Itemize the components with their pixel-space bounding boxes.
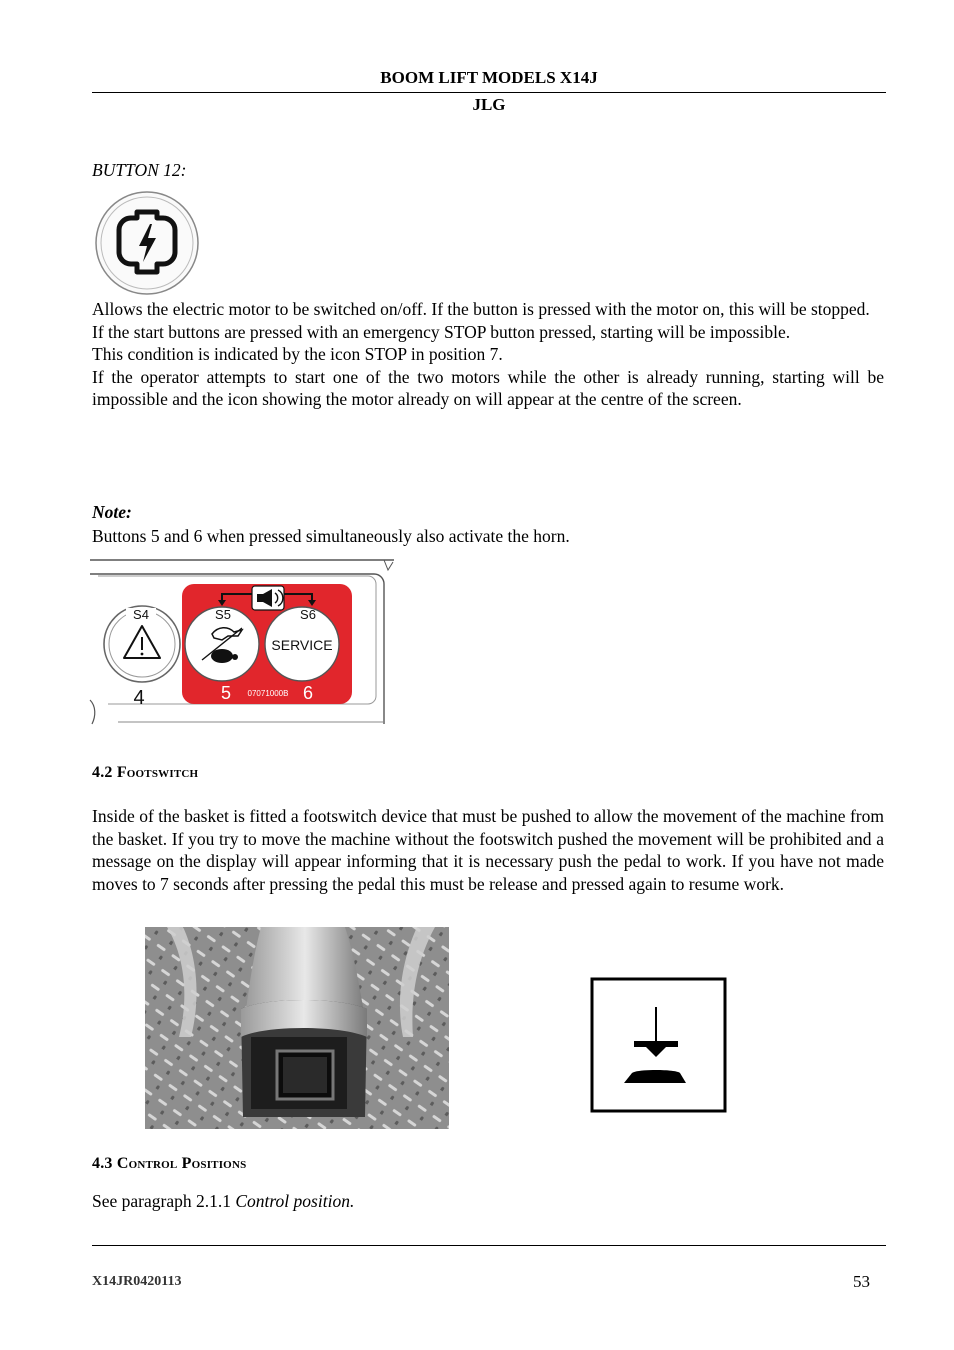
electric-motor-icon: [92, 190, 202, 298]
note-label: Note:: [92, 502, 132, 522]
button12-paragraph: If the operator attempts to start one of the two motors while the other is already running, starting will be impossible and the icon showing the motor already on will appear at the centre of the screen.: [92, 366, 884, 410]
control-positions-text: [92, 1191, 354, 1212]
note-text: Buttons 5 and 6 when pressed simultaneously also activate the horn.: [92, 526, 570, 546]
button12-paragraph: If the start buttons are pressed with an emergency STOP button pressed, starting will be impossible.: [92, 321, 791, 342]
page-number: 53: [853, 1272, 870, 1291]
footswitch-photo: [145, 927, 449, 1129]
section-heading-control-positions: [92, 1155, 246, 1173]
button-tag-s6: S6: [300, 607, 316, 622]
button-number-4: 4: [133, 687, 145, 709]
button12-paragraph: Allows the electric motor to be switched on/off. If the button is pressed with the motor on, this will be stopped.: [92, 299, 870, 319]
document-title: BOOM LIFT MODELS X14J: [380, 68, 598, 87]
button-number-5: 5: [220, 683, 232, 703]
footer-rule: [92, 1245, 886, 1246]
section-number: 4.3: [92, 1155, 113, 1172]
button-number-6: 6: [302, 683, 314, 703]
button-panel-image: [88, 556, 396, 728]
section-number: 4.2: [92, 764, 113, 781]
button12-paragraph: This condition is indicated by the icon STOP in position 7.: [92, 344, 503, 365]
footswitch-description: Inside of the basket is fitted a footswitch device that must be pushed to allow the movement of the machine from the basket. If you try to move the machine without the footswitch pushed the movement will be prohibited and a message on the display will appear informing that it is necessary push the pedal to work. If you have not made moves to 7 seconds after pressing the pedal this must be release and pressed again to resume work.: [92, 806, 884, 894]
paragraph-reference: See paragraph 2.1.1: [92, 1191, 231, 1211]
service-label: SERVICE: [271, 637, 333, 653]
button-tag-s4: S4: [133, 607, 149, 622]
section-title: Footswitch: [116, 764, 199, 781]
button-tag-s5: S5: [215, 607, 231, 622]
button12-description: [92, 298, 884, 411]
paragraph-reference-title: Control position.: [235, 1191, 355, 1211]
section-heading-footswitch: [92, 764, 198, 782]
section-title: Control Positions: [116, 1155, 247, 1172]
panel-code: 07071000B: [247, 689, 289, 698]
document-subtitle: JLG: [472, 95, 506, 114]
press-pedal-icon: [590, 977, 728, 1114]
button12-heading: BUTTON 12:: [92, 160, 187, 180]
document-code: X14JR0420113: [92, 1274, 182, 1289]
header-rule: [92, 92, 886, 93]
